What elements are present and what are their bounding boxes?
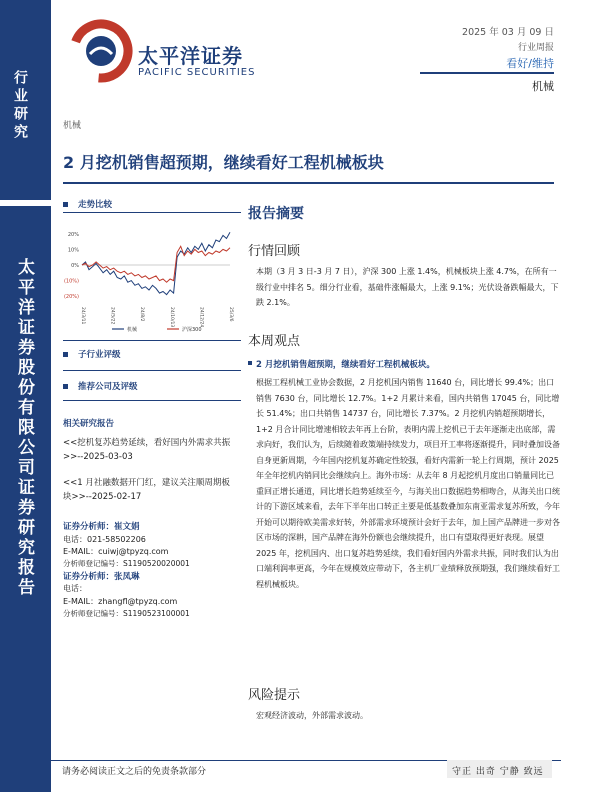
analyst2-cert: 分析师登记编号：S1190523100001 (63, 609, 190, 618)
review-text: 本期（3 月 3 日-3 月 7 日），沪深 300 上涨 1.4%，机械板块上涨 4.7%，在所有一级行业中排名 5。细分行业看，基础件涨幅最大，上涨 9.1%；光伏设备跌幅最大，下跌 2.1%。 (256, 267, 559, 307)
footer-motto: 守正 出奇 宁静 致远 (452, 767, 544, 777)
view-title: 本周观点 (248, 334, 301, 349)
analyst2-phone: 电话： (63, 584, 87, 593)
review-title: 行情回顾 (248, 244, 301, 259)
trend-chart (62, 218, 242, 336)
sub-rating-heading: 子行业评级 (63, 348, 121, 360)
related-report-2[interactable]: <<1 月社融数据开门红，建议关注顺周期板块>>--2025-02-17 (63, 478, 230, 502)
x-tick-label: 24/5/22 (109, 307, 115, 325)
report-date: 2025 年 03 月 09 日 (462, 27, 554, 38)
band-company: 太平洋证券股份有限公司证券研究报告 (14, 258, 34, 598)
logo-english: PACIFIC SECURITIES (138, 67, 256, 78)
analyst1-cert: 分析师登记编号：S1190520020001 (63, 559, 190, 568)
analyst2-email[interactable]: E-MAIL：zhangfl@tpyzq.com (63, 597, 178, 606)
analyst1-phone: 电话：021-58502206 (63, 535, 146, 544)
stocks-rule (63, 400, 241, 401)
footer-disclaimer: 请务必阅读正文之后的免责条款部分 (62, 767, 207, 777)
legend-label-0: 机械 (127, 327, 138, 333)
analyst1-email[interactable]: E-MAIL：cuiwj@tpyzq.com (63, 547, 169, 556)
report-type: 行业周报 (517, 43, 554, 53)
x-tick-label: 24/12/24 (198, 307, 204, 328)
trend-heading: 走势比较 (63, 198, 112, 210)
risk-title: 风险提示 (248, 688, 301, 703)
related-heading: 相关研究报告 (63, 419, 115, 429)
x-tick-label: 24/3/11 (80, 307, 85, 325)
trend-rule (63, 212, 241, 213)
logo-chinese: 太平洋证券 (138, 44, 243, 68)
industry-name: 机械 (532, 80, 554, 93)
x-tick-label: 25/3/6 (228, 307, 233, 322)
risk-text: 宏观经济波动，外部需求波动。 (256, 711, 368, 720)
chart-rule (63, 340, 241, 341)
view-lead-bullet (248, 361, 252, 365)
sub-rating-rule (63, 370, 241, 371)
y-tick-label: (10%) (63, 278, 79, 285)
header-divider (420, 72, 554, 74)
summary-title: 报告摘要 (248, 206, 304, 222)
y-tick-label: 10% (67, 247, 79, 254)
industry-rating: 看好/维持 (506, 57, 554, 70)
analyst2-heading: 证券分析师：张凤琳 (63, 572, 140, 582)
series-line-1 (82, 246, 230, 282)
y-tick-label: (20%) (63, 294, 79, 301)
analyst1-heading: 证券分析师：崔文娟 (63, 522, 140, 532)
industry-tag: 机械 (63, 121, 82, 131)
stocks-heading: 推荐公司及评级 (63, 380, 138, 392)
report-title: 2 月挖机销售超预期，继续看好工程机械板块 (63, 153, 384, 172)
title-divider (63, 182, 554, 184)
series-line-0 (82, 232, 230, 294)
x-tick-label: 24/8/2 (139, 307, 145, 322)
logo-icon (68, 18, 134, 84)
x-tick-label: 24/10/13 (168, 307, 174, 328)
view-text: 根据工程机械工业协会数据，2 月挖机国内销售 11640 台，同比增长 99.4%；出口销售 7630 台，同比增长 12.7%。1+2 月累计来看，国内共销售 17045 台，同比增长 51.4%；出口共销售 14737 台，同比增长 7.37%。2 月挖机内销超预期增长，1+2 月合计同比增速相较去年再上台阶，表明内需上挖机已于去年逐渐走出底部，需求向好，我们认为，后续随着政策端持续发力，项目开工率将逐渐提升，同时叠加设备自身更新周期，今年国内挖机复苏确定性较强，看好内需新一轮上行周期，预计 2025 年全年挖机内销同比会继续向上。海外市场：从去年 8 月起挖机月度出口销量同比已重回正增长通道，同比增长趋势延续至今，与海关出口数据趋势相吻合，从海关出口统计的下游区域来看，去年下半年出口转正主要是低基数叠加东南亚需求复苏所致，今年开始可以期待欧美需求好转，外部需求环境预计会好于去年，加上国产品牌进一步对各区市场的深耕，国产品牌在海外份额也会继续提升，出口有望取得更好表现。展望 2025 年，挖机国内、出口复苏趋势延续，我们看好国内外需求共振，同时我们认为出口端利润率更高，今年在规模效应带动下，各主机厂业绩释放预期强，我们继续看好工程机械板块。 (256, 378, 560, 589)
legend-label-1: 沪深300 (182, 327, 202, 333)
view-lead: 2 月挖机销售超预期，继续看好工程机械板块。 (256, 360, 435, 370)
y-tick-label: 0% (71, 263, 79, 269)
band-label: 行业研究 (12, 70, 28, 142)
y-tick-label: 20% (67, 231, 79, 238)
related-report-1[interactable]: <<挖机复苏趋势延续，看好国内外需求共振>>--2025-03-03 (63, 438, 231, 462)
